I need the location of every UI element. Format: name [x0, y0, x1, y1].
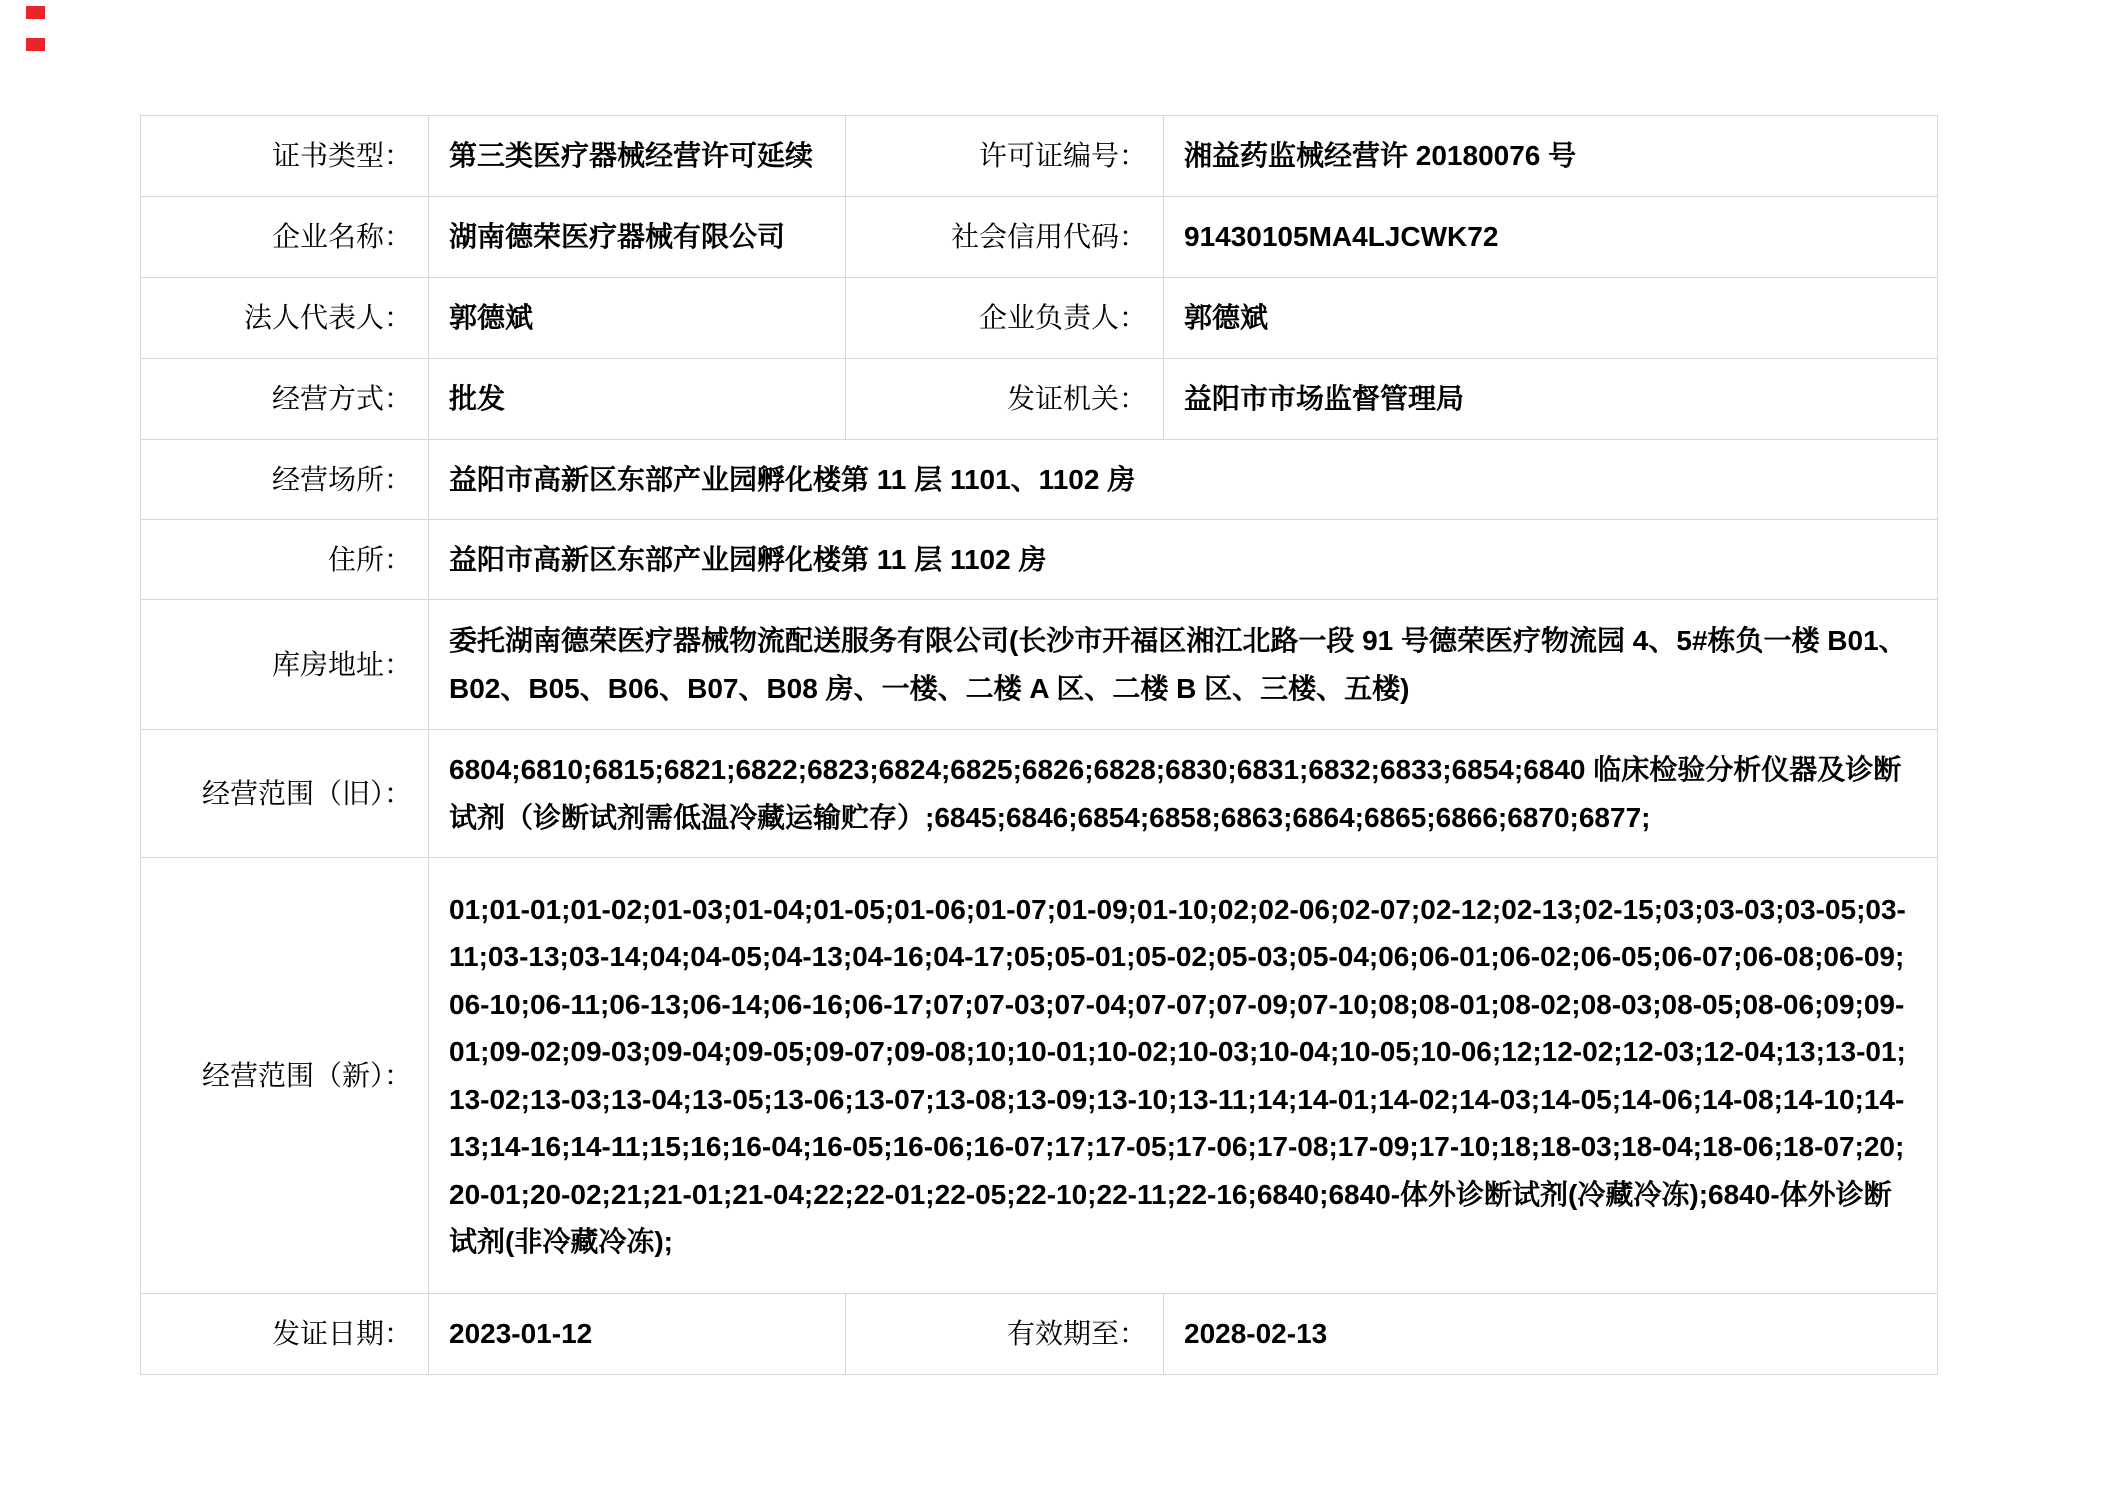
- credit-code-label: 社会信用代码：: [846, 197, 1164, 277]
- row-business-scope-new: [141, 858, 1937, 1294]
- person-in-charge-value: 郭德斌: [1184, 302, 1269, 334]
- row-business-scope-old: [141, 730, 1937, 858]
- business-scope-new-label: 经营范围（新）：: [141, 858, 429, 1293]
- row-warehouse-address: [141, 600, 1937, 730]
- row-residence: [141, 520, 1937, 600]
- valid-until-label: 有效期至：: [846, 1294, 1164, 1374]
- warehouse-address-value: [429, 600, 1937, 729]
- issuing-authority-value: 益阳市市场监督管理局: [1184, 383, 1465, 415]
- legal-representative-label: 法人代表人：: [141, 278, 429, 358]
- legal-representative-value: 郭德斌: [429, 278, 846, 358]
- residence-label: 住所：: [141, 520, 429, 599]
- certificate-type-value: 第三类医疗器械经营许可延续: [429, 116, 846, 196]
- issue-date-label: 发证日期：: [141, 1294, 429, 1374]
- red-marker-bottom-icon: [26, 38, 45, 51]
- business-scope-old-value: [429, 730, 1937, 857]
- row-legal-representative: [141, 278, 1937, 359]
- residence-value: 益阳市高新区东部产业园孵化楼第 11 层 1102 房: [449, 543, 1047, 575]
- row-issue-date: [141, 1294, 1937, 1374]
- row-certificate-type: [141, 116, 1937, 197]
- license-detail-table: [140, 115, 1938, 1375]
- person-in-charge-label: 企业负责人：: [846, 278, 1164, 358]
- business-mode-label: 经营方式：: [141, 359, 429, 439]
- company-name-label: 企业名称：: [141, 197, 429, 277]
- certificate-type-label: 证书类型：: [141, 116, 429, 196]
- business-scope-old-text: 6804;6810;6815;6821;6822;6823;6824;6825;6826;6828;6830;6831;6832;6833;6854;6840 临床检验分析仪器及诊断试剂（诊断试剂需低温冷藏运输贮存）;6845;6846;6854;6858;6863;6864;6865;6866;6870;6877;: [449, 754, 1902, 833]
- company-name-value: 湖南德荣医疗器械有限公司: [429, 197, 846, 277]
- credit-code-value: 91430105MA4LJCWK72: [1184, 221, 1499, 253]
- warehouse-address-label: 库房地址：: [141, 600, 429, 729]
- business-premises-label: 经营场所：: [141, 440, 429, 519]
- business-scope-new-value: [429, 858, 1937, 1293]
- business-mode-value: 批发: [429, 359, 846, 439]
- license-number-value: 湘益药监械经营许 20180076 号: [1184, 140, 1577, 172]
- business-scope-old-label: 经营范围（旧）：: [141, 730, 429, 857]
- row-company-name: [141, 197, 1937, 278]
- red-marker-top-icon: [26, 6, 45, 19]
- issue-date-value: 2023-01-12: [429, 1294, 846, 1374]
- row-business-premises: [141, 440, 1937, 520]
- valid-until-value: 2028-02-13: [1184, 1318, 1328, 1350]
- business-premises-value: 益阳市高新区东部产业园孵化楼第 11 层 1101、1102 房: [449, 463, 1136, 495]
- business-scope-new-text: 01;01-01;01-02;01-03;01-04;01-05;01-06;01-07;01-09;01-10;02;02-06;02-07;02-12;02-13;02-15;03;03-03;03-05;03-11;03-13;03-14;04;04-05;04-13;04-16;04-17;05;05-01;05-02;05-03;05-04;06;06-01;06-02;06-05;06-07;06-08;06-09;06-10;06-11;06-13;06-14;06-16;06-17;07;07-03;07-04;07-07;07-09;07-10;08;08-01;08-02;08-03;08-05;08-06;09;09-01;09-02;09-03;09-04;09-05;09-07;09-08;10;10-01;10-02;10-03;10-04;10-05;10-06;12;12-02;12-03;12-04;13;13-01;13-02;13-03;13-04;13-05;13-06;13-07;13-08;13-09;13-10;13-11;14;14-01;14-02;14-03;14-05;14-06;14-08;14-10;14-13;14-16;14-11;15;16;16-04;16-05;16-06;16-07;17;17-05;17-06;17-08;17-09;17-10;18;18-03;18-04;18-06;18-07;20;20-01;20-02;21;21-01;21-04;22;22-01;22-05;22-10;22-11;22-16;6840;6840-体外诊断试剂(冷藏冷冻);6840-体外诊断试剂(非冷藏冷冻);: [449, 893, 1906, 1257]
- license-number-label: 许可证编号：: [846, 116, 1164, 196]
- issuing-authority-label: 发证机关：: [846, 359, 1164, 439]
- row-business-mode: [141, 359, 1937, 440]
- warehouse-address-text: 委托湖南德荣医疗器械物流配送服务有限公司(长沙市开福区湘江北路一段 91 号德荣医疗物流园 4、5#栋负一楼 B01、B02、B05、B06、B07、B08 房、一楼、二楼 A 区、二楼 B 区、三楼、五楼): [449, 625, 1907, 704]
